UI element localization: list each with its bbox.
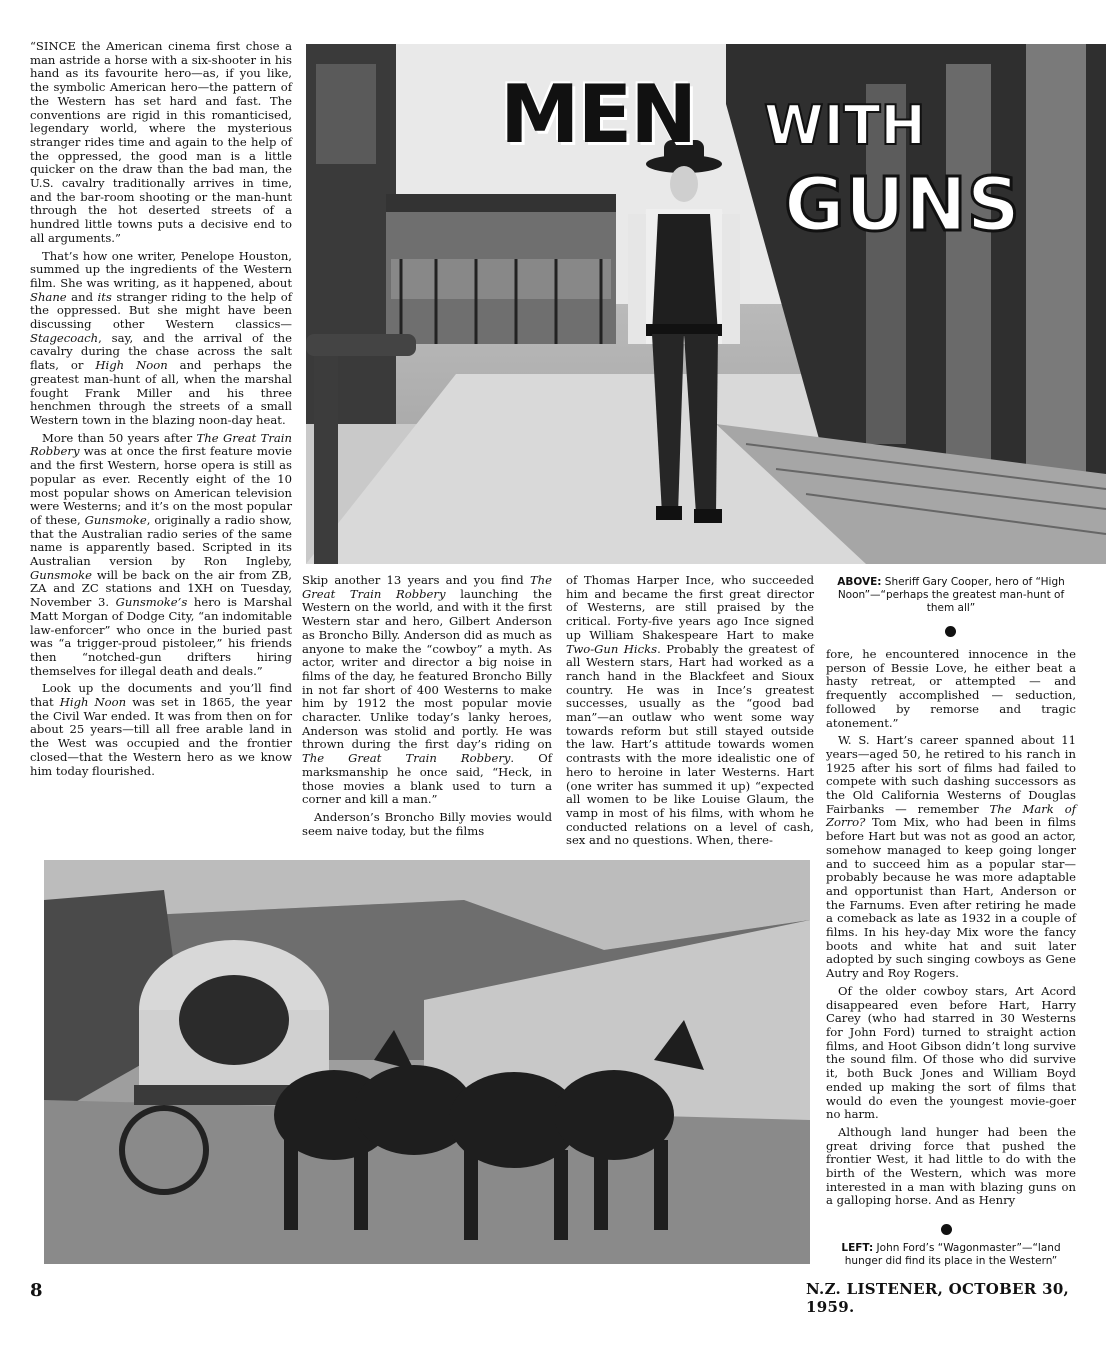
publication-dateline: N.Z. LISTENER, OCTOBER 30, 1959. (806, 1280, 1070, 1316)
paragraph: W. S. Hart’s career spanned about 11 years—aged 50, he retired to his ranch in 1925 after his sort of films had failed to compete with such dashing successors as the Old California Westerns of Douglas Fairbanks — remember The Mark of Zorro? Tom Mix, who had been in films before Hart but was not as good an actor, somehow managed to keep going longer and to succeed him as a popular star—probably because he was more adaptable and opportunist than Hart, Anderson or the Farnums. Even after retiring he made a comeback as late as 1932 in a couple of films. In his hey-day Mix wore the fancy boots and white hat and suit later adopted by such singing cowboys as Gene Autry and Roy Rogers. (826, 733, 1076, 981)
headline-men: MEN (500, 68, 696, 161)
paragraph: Anderson’s Broncho Billy movies would seem naive today, but the films (302, 809, 552, 838)
caption-above: ABOVE: Sheriff Gary Cooper, hero of “High Noon”—“perhaps the greatest man-hunt of them all” (837, 576, 1065, 614)
headline-with: WITH (764, 94, 926, 157)
high-noon-photo (306, 44, 1106, 564)
paragraph: Skip another 13 years and you find The Great Train Robbery launching the Western on the world, and with it the first Western star and hero, Gilbert Anderson as Broncho Billy. Anderson did as much as anyone to make the “cowboy” a myth. As actor, writer and director a big noise in films of the day, he featured Broncho Billy in not far short of 400 Westerns to make him by 1912 the most popular movie character. Unlike today’s lanky heroes, Anderson was stolid and portly. He was thrown during the first day’s riding on The Great Train Robbery. Of marksmanship he once said, “Heck, in those movies a blank used to turn a corner and kill a man.” (302, 573, 552, 807)
caption-left: LEFT: John Ford’s “Wagonmaster”—“land hunger did find its place in the Western” (841, 1242, 1061, 1267)
bullet-divider (945, 626, 956, 637)
paragraph: Although land hunger had been the great driving force that pushed the frontier West, it had little to do with the birth of the Western, which was more interested in a man with blazing guns on a galloping horse. And as Henry (826, 1124, 1076, 1208)
paragraph: Look up the documents and you’ll find that High Noon was set in 1865, the year the Civil War ended. It was from then on for about 25 years—till all free arable land in the West was occupied and the frontier closed—that the Western hero as we know him today flourished. (30, 681, 292, 778)
paragraph: of Thomas Harper Ince, who succeeded him and became the first great director of Westerns, are still praised by the critical. Forty-five years ago Ince signed up William Shakespeare Hart to make Two-Gun Hicks. Probably the greatest of all Western stars, Hart had worked as a ranch hand in the Blackfeet and Sioux country. He was in Ince’s greatest successes, usually as the “good bad man”—an outlaw who went some way towards reform but still stayed outside the law. Hart’s attitude towards women contrasts with the more idealistic one of hero to heroine in later Westerns. Hart (one writer has summed it up) “expected all women to be like Louise Glaum, the vamp in most of his films, with whom he conducted relations on a level of cash, sex and no questions. When, there- (566, 573, 815, 848)
wagonmaster-illustration (44, 860, 810, 1264)
wagonmaster-photo (44, 860, 810, 1264)
paragraph: “SINCE the American cinema first chose a man astride a horse with a six-shooter in his hand as its favourite hero—as, if you like, the symbolic American hero—the pattern of the Western has set hard and fast. The conventions are rigid in this romanticised, legendary world, where the mysterious stranger rides time and again to the help of the oppressed, the good man is a little quicker on the draw than the bad man, the U.S. cavalry traditionally arrives in time, and the bar-room shooting or the man-hunt through the hot deserted streets of a hundred little towns puts a decisive end to all arguments.” (30, 39, 292, 245)
headline-guns: GUNS (784, 162, 1021, 248)
article-column-3 (566, 574, 814, 852)
page-number: 8 (30, 1280, 43, 1301)
article-column-2 (302, 574, 552, 842)
article-column-4 (826, 648, 1076, 1212)
article-column-1 (30, 40, 292, 782)
paragraph: That’s how one writer, Penelope Houston, summed up the ingredients of the Western film. She was writing, as it happened, about Shane and its stranger riding to the help of the oppressed. But she might have been discussing other Western classics—Stagecoach, say, and the arrival of the cavalry during the chase across the salt flats, or High Noon and perhaps the greatest man-hunt of all, when the marshal fought Frank Miller and his three henchmen through the streets of a small Western town in the blazing noon-day heat. (30, 248, 292, 427)
paragraph: fore, he encountered innocence in the person of Bessie Love, he either beat a hasty retreat, or attempted — and frequently accomplished — seduction, followed by remorse and tragic atonement.” (826, 647, 1076, 730)
high-noon-illustration (306, 44, 1106, 564)
paragraph: More than 50 years after The Great Train Robbery was at once the first feature movie and the first Western, horse opera is still as popular as ever. Recently eight of the 10 most popular shows on American television were Westerns; and it’s on the most popular of these, Gunsmoke, originally a radio show, that the Australian radio series of the same name is apparently based. Scripted in its Australian version by Ron Ingleby, Gunsmoke will be back on the air from ZB, ZA and ZC stations and 1XH on Tuesday, November 3. Gunsmoke’s hero is Marshal Matt Morgan of Dodge City, “an indomitable law-enforcer” who once in the buried past was “a trigger-proud pistoleer,” his friends then “notched-gun drifters hiring themselves for illegal death and deals.” (30, 430, 292, 678)
paragraph: Of the older cowboy stars, Art Acord disappeared even before Hart, Harry Carey (who had starred in 30 Westerns for John Ford) turned to straight action films, and Hoot Gibson didn’t long survive the sound film. Of those who did survive it, both Buck Jones and William Boyd ended up making the sort of films that would do even the youngest movie-goer no harm. (826, 983, 1076, 1122)
bullet-divider (941, 1224, 952, 1235)
